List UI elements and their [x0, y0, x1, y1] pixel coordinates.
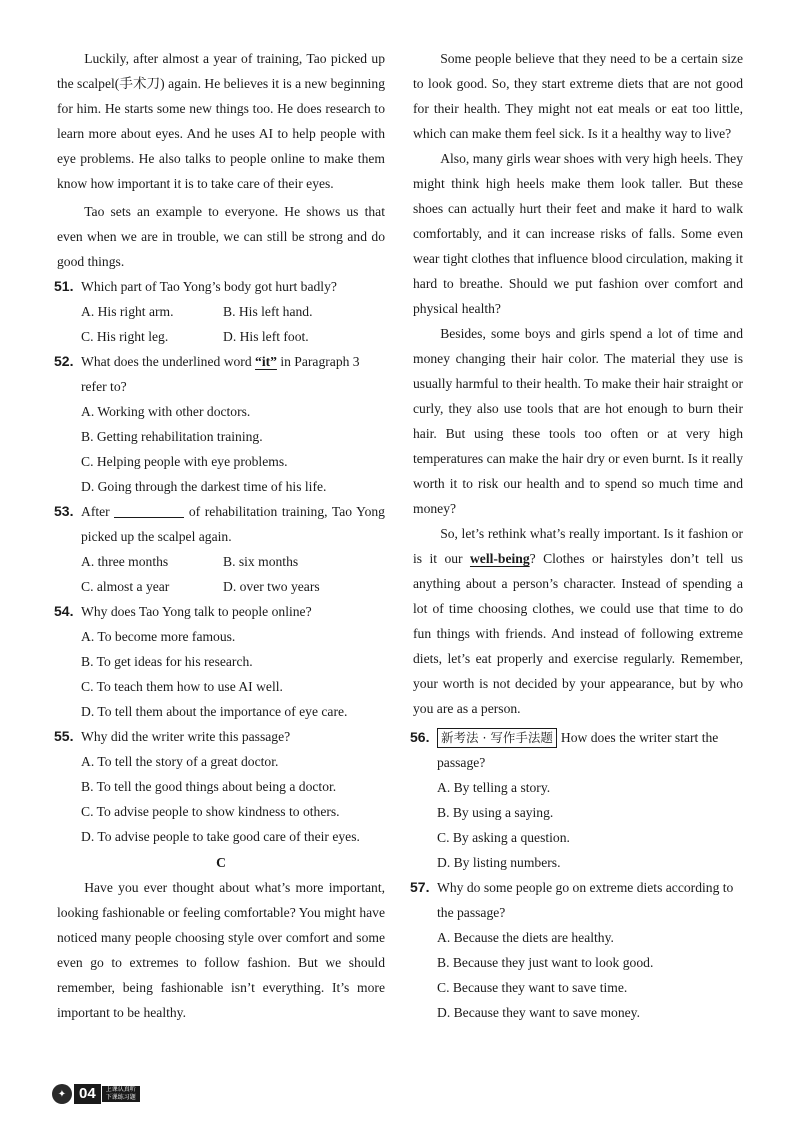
question-55 [54, 724, 385, 849]
option-c[interactable]: C. Helping people with eye problems. [81, 454, 288, 469]
option-c[interactable]: C. almost a year [81, 579, 170, 594]
option-a[interactable]: A. three months [81, 554, 169, 569]
option-a[interactable]: A. His right arm. [81, 304, 174, 319]
question-57 [410, 875, 743, 1025]
passage-c-paragraph: Some people believe that they need to be a certain size to look good. So, they start extreme diets that are not good for their health. They might not eat meals or eat too little, which can make them feel sick. Is it a healthy way to live? [413, 51, 743, 141]
question-text: After [81, 504, 115, 519]
option-a[interactable]: A. Working with other doctors. [81, 404, 251, 419]
option-c[interactable]: C. His right leg. [81, 329, 169, 344]
option-a[interactable]: A. To tell the story of a great doctor. [81, 754, 279, 769]
left-column [54, 46, 385, 1025]
question-number: 51. [54, 278, 74, 294]
option-d[interactable]: D. By listing numbers. [437, 855, 561, 870]
option-c[interactable]: C. Because they want to save time. [437, 980, 628, 995]
question-51 [54, 274, 385, 349]
question-text: Why do some people go on extreme diets according to the passage? [437, 880, 734, 920]
question-number: 57. [410, 879, 430, 895]
question-number: 53. [54, 503, 74, 519]
option-d[interactable]: D. Because they want to save money. [437, 1005, 640, 1020]
question-text: of rehabilitation training, Tao Yong picked up the scalpel again. [81, 504, 385, 544]
passage-c-paragraph: Besides, some boys and girls spend a lot of time and money changing their hair color. The material they use is usually harmful to their health. To make their hair straight or curly, they also use tools that are hot enough to burn their hair. But using these tools too often or at very high temperatures can make the hair dry or even burnt. Is it really worth it to risk our health and to spend so much time and money? [413, 326, 743, 516]
question-text: Why does Tao Yong talk to people online? [81, 604, 312, 619]
option-d[interactable]: D. Going through the darkest time of his life. [81, 479, 327, 494]
question-53 [54, 499, 385, 599]
option-d[interactable]: D. over two years [223, 579, 320, 594]
option-c[interactable]: C. To advise people to show kindness to others. [81, 804, 340, 819]
option-a[interactable]: A. To become more famous. [81, 629, 236, 644]
mascot-icon: ✦ [52, 1084, 72, 1104]
option-b[interactable]: B. Because they just want to look good. [437, 955, 654, 970]
option-b[interactable]: B. His left hand. [223, 304, 313, 319]
option-d[interactable]: D. His left foot. [223, 329, 309, 344]
paragraph-text: ? Clothes or hairstyles don’t tell us anything about a person’s character. Instead of spending a lot of time choosing clothes, we could use that time to do fun things with friends. And instead of following extreme diets, let’s eat properly and exercise regularly. Remember, your worth is not decided by your appearance, but by who you are as a person. [413, 551, 743, 716]
question-number: 52. [54, 353, 74, 369]
paragraph-text: So, let’s rethink what’s really important. Is it fashion or is it our [413, 526, 743, 566]
slogan-line: 上课认真听 [105, 1086, 136, 1093]
question-text: Why did the writer write this passage? [81, 729, 291, 744]
question-text: Which part of Tao Yong’s body got hurt badly? [81, 279, 337, 294]
question-56 [410, 725, 743, 875]
passage-c-paragraph: Have you ever thought about what’s more important, looking fashionable or feeling comfortable? You might have noticed many people choosing style over comfort and some even go to extremes to follow fashion. But we should remember, being fashionable isn’t everything. It’s more important to be healthy. [57, 880, 385, 1020]
slogan-line: 下课练习题 [105, 1094, 136, 1101]
option-a[interactable]: A. By telling a story. [437, 780, 551, 795]
question-number: 56. [410, 729, 430, 745]
question-54 [54, 599, 385, 724]
question-text: What does the underlined word [81, 354, 256, 369]
question-number: 55. [54, 728, 74, 744]
underlined-word: “it” [255, 354, 277, 369]
option-d[interactable]: D. To tell them about the importance of eye care. [81, 704, 348, 719]
question-type-tag: 新考法 · 写作手法题 [437, 728, 557, 748]
option-a[interactable]: A. Because the diets are healthy. [437, 930, 614, 945]
page-number: 04 [74, 1084, 101, 1104]
option-b[interactable]: B. By using a saying. [437, 805, 554, 820]
option-c[interactable]: C. By asking a question. [437, 830, 570, 845]
passage-c-paragraph: Also, many girls wear shoes with very high heels. They might think high heels make them look taller. But these shoes can actually hurt their feet and make it hard to walk comfortably, and it can increase risks of falls. Some even wear tight clothes that influence blood circulation, making it hard to breathe. Should we put fashion over comfort and physical health? [413, 151, 743, 316]
option-b[interactable]: B. six months [223, 554, 299, 569]
answer-blank[interactable] [114, 503, 184, 518]
page-footer [52, 1084, 140, 1104]
question-52 [54, 349, 385, 499]
option-d[interactable]: D. To advise people to take good care of their eyes. [81, 829, 360, 844]
underlined-word: well-being [469, 551, 530, 566]
passage-b-paragraph: Luckily, after almost a year of training, Tao picked up the scalpel(手术刀) again. He believes it is a new beginning for him. He starts some new things too. He does research to learn more about eyes. And he uses AI to help people with eye problems. He also talks to people online to make them know how important it is to take care of their eyes. [57, 51, 385, 191]
option-b[interactable]: B. To get ideas for his research. [81, 654, 253, 669]
question-text: in Paragraph 3 refer to? [81, 354, 360, 394]
right-column [410, 46, 743, 1025]
passage-b-paragraph: Tao sets an example to everyone. He shows us that even when we are in trouble, we can still be strong and do good things. [57, 204, 385, 269]
section-heading: C [216, 855, 226, 870]
question-number: 54. [54, 603, 74, 619]
option-c[interactable]: C. To teach them how to use AI well. [81, 679, 283, 694]
passage-c-paragraph [413, 521, 743, 721]
footer-slogan [102, 1086, 140, 1102]
option-b[interactable]: B. Getting rehabilitation training. [81, 429, 263, 444]
option-b[interactable]: B. To tell the good things about being a doctor. [81, 779, 337, 794]
question-text: How does the writer start the passage? [437, 730, 719, 770]
